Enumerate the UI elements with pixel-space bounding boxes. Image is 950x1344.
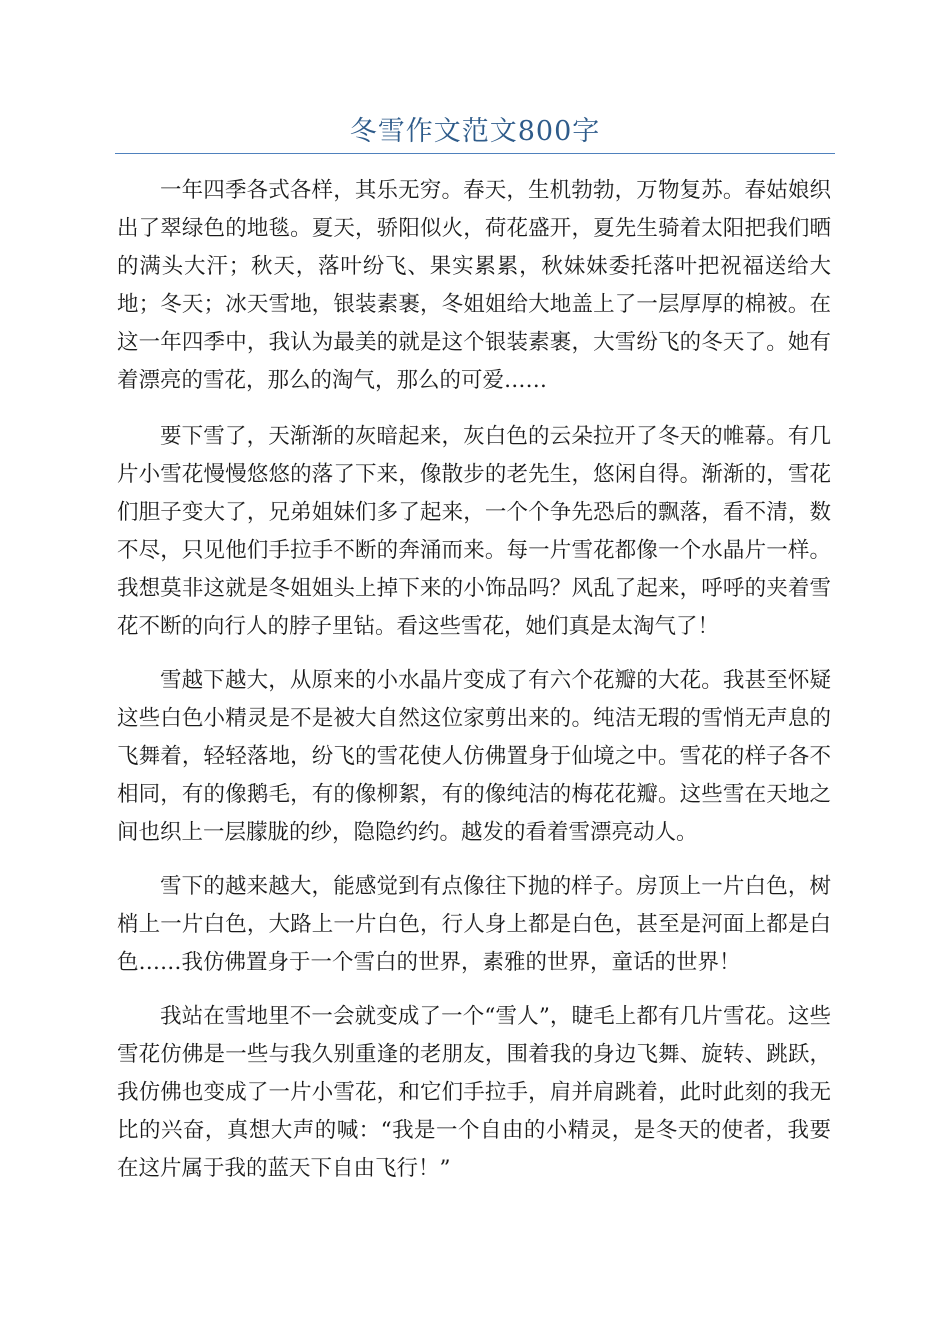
paragraph-2: 要下雪了，天渐渐的灰暗起来，灰白色的云朵拉开了冬天的帷幕。有几片小雪花慢慢悠悠的落了下来，像散步的老先生，悠闲自得。渐渐的，雪花们胆子变大了，兄弟姐妹们多了起来，一个个争先恐后的飘落，看不清，数不尽，只见他们手拉手不断的奔涌而来。每一片雪花都像一个水晶片一样。我想莫非这就是冬姐姐头上掉下来的小饰品吗？风乱了起来，呼呼的夹着雪花不断的向行人的脖子里钻。看这些雪花，她们真是太淘气了！ [117,424,831,639]
title-underline-divider [115,153,835,154]
paragraph-4: 雪下的越来越大，能感觉到有点像往下抛的样子。房顶上一片白色，树梢上一片白色，大路上一片白色，行人身上都是白色，甚至是河面上都是白色……我仿佛置身于一个雪白的世界，素雅的世界，童话的世界！ [117,874,831,975]
paragraph-3: 雪越下越大，从原来的小水晶片变成了有六个花瓣的大花。我甚至怀疑这些白色小精灵是不是被大自然这位家剪出来的。纯洁无瑕的雪悄无声息的飞舞着，轻轻落地，纷飞的雪花使人仿佛置身于仙境之中。雪花的样子各不相同，有的像鹅毛，有的像柳絮，有的像纯洁的梅花花瓣。这些雪在天地之间也织上一层朦胧的纱，隐隐约约。越发的看着雪漂亮动人。 [117,668,831,845]
paragraph-5: 我站在雪地里不一会就变成了一个“雪人”，睫毛上都有几片雪花。这些雪花仿佛是一些与我久别重逢的老朋友，围着我的身边飞舞、旋转、跳跃，我仿佛也变成了一片小雪花，和它们手拉手，肩并肩跳着，此时此刻的我无比的兴奋，真想大声的喊：“我是一个自由的小精灵，是冬天的使者，我要在这片属于我的蓝天下自由飞行！” [117,1004,831,1181]
document-body [117,172,831,1188]
paragraph-1: 一年四季各式各样，其乐无穷。春天，生机勃勃，万物复苏。春姑娘织出了翠绿色的地毯。夏天，骄阳似火，荷花盛开，夏先生骑着太阳把我们晒的满头大汗；秋天，落叶纷飞、果实累累，秋妹妹委托落叶把祝福送给大地；冬天；冰天雪地，银装素裹，冬姐姐给大地盖上了一层厚厚的棉被。在这一年四季中，我认为最美的就是这个银装素裹，大雪纷飞的冬天了。她有着漂亮的雪花，那么的淘气，那么的可爱…… [117,178,831,393]
document-title: 冬雪作文范文800字 [349,116,601,147]
